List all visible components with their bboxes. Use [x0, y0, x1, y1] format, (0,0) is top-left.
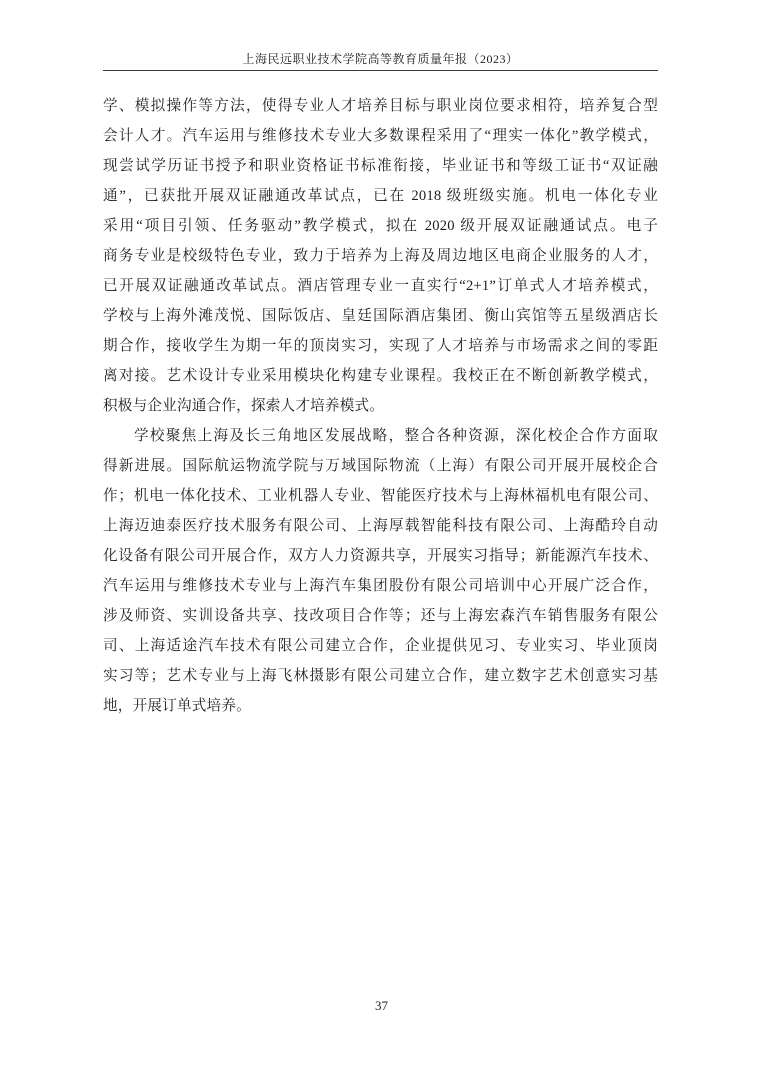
- text-line: 作；机电一体化技术、工业机器人专业、智能医疗技术与上海林福机电有限公司、: [103, 488, 658, 504]
- page-header: [103, 52, 658, 71]
- text-line: 商务专业是校级特色专业，致力于培养为上海及周边地区电商企业服务的人才，: [103, 248, 658, 264]
- text-line: 实习等；艺术专业与上海飞林摄影有限公司建立合作，建立数字艺术创意实习基: [103, 668, 658, 684]
- page-footer: [0, 998, 763, 1014]
- text-line: 汽车运用与维修技术专业与上海汽车集团股份有限公司培训中心开展广泛合作，: [103, 578, 658, 594]
- text-line: 现尝试学历证书授予和职业资格证书标准衔接，毕业证书和等级工证书“双证融: [103, 158, 658, 174]
- text-line: 得新进展。国际航运物流学院与万域国际物流（上海）有限公司开展开展校企合: [103, 458, 658, 474]
- text-line: 学、模拟操作等方法，使得专业人才培养目标与职业岗位要求相符，培养复合型: [103, 98, 658, 114]
- text-line: 采用“项目引领、任务驱动”教学模式，拟在 2020 级开展双证融通试点。电子: [103, 218, 658, 234]
- text-line: 期合作，接收学生为期一年的顶岗实习，实现了人才培养与市场需求之间的零距: [103, 338, 658, 354]
- text-line: 已开展双证融通改革试点。酒店管理专业一直实行“2+1”订单式人才培养模式，: [103, 278, 658, 294]
- text-line: 学校聚焦上海及长三角地区发展战略，整合各种资源，深化校企合作方面取: [134, 428, 658, 444]
- text-line: 积极与企业沟通合作，探索人才培养模式。: [103, 398, 385, 414]
- paragraph-1: [103, 91, 658, 421]
- text-line: 涉及师资、实训设备共享、技改项目合作等；还与上海宏森汽车销售服务有限公: [103, 608, 658, 624]
- document-body: [103, 91, 658, 721]
- text-line: 会计人才。汽车运用与维修技术专业大多数课程采用了“理实一体化”教学模式，: [103, 128, 658, 144]
- page-header-title: 上海民远职业技术学院高等教育质量年报（2023）: [242, 52, 519, 66]
- paragraph-2: [103, 421, 658, 721]
- text-line: 地，开展订单式培养。: [103, 698, 251, 714]
- text-line: 学校与上海外滩茂悦、国际饭店、皇廷国际酒店集团、衡山宾馆等五星级酒店长: [103, 308, 658, 324]
- text-line: 通”，已获批开展双证融通改革试点，已在 2018 级班级实施。机电一体化专业: [103, 188, 658, 204]
- text-line: 离对接。艺术设计专业采用模块化构建专业课程。我校正在不断创新教学模式，: [103, 368, 658, 384]
- text-line: 司、上海适途汽车技术有限公司建立合作，企业提供见习、专业实习、毕业顶岗: [103, 638, 658, 654]
- text-line: 化设备有限公司开展合作，双方人力资源共享，开展实习指导；新能源汽车技术、: [103, 548, 658, 564]
- page-number: 37: [375, 998, 388, 1013]
- text-line: 上海迈迪泰医疗技术服务有限公司、上海厚载智能科技有限公司、上海酷玲自动: [103, 518, 658, 534]
